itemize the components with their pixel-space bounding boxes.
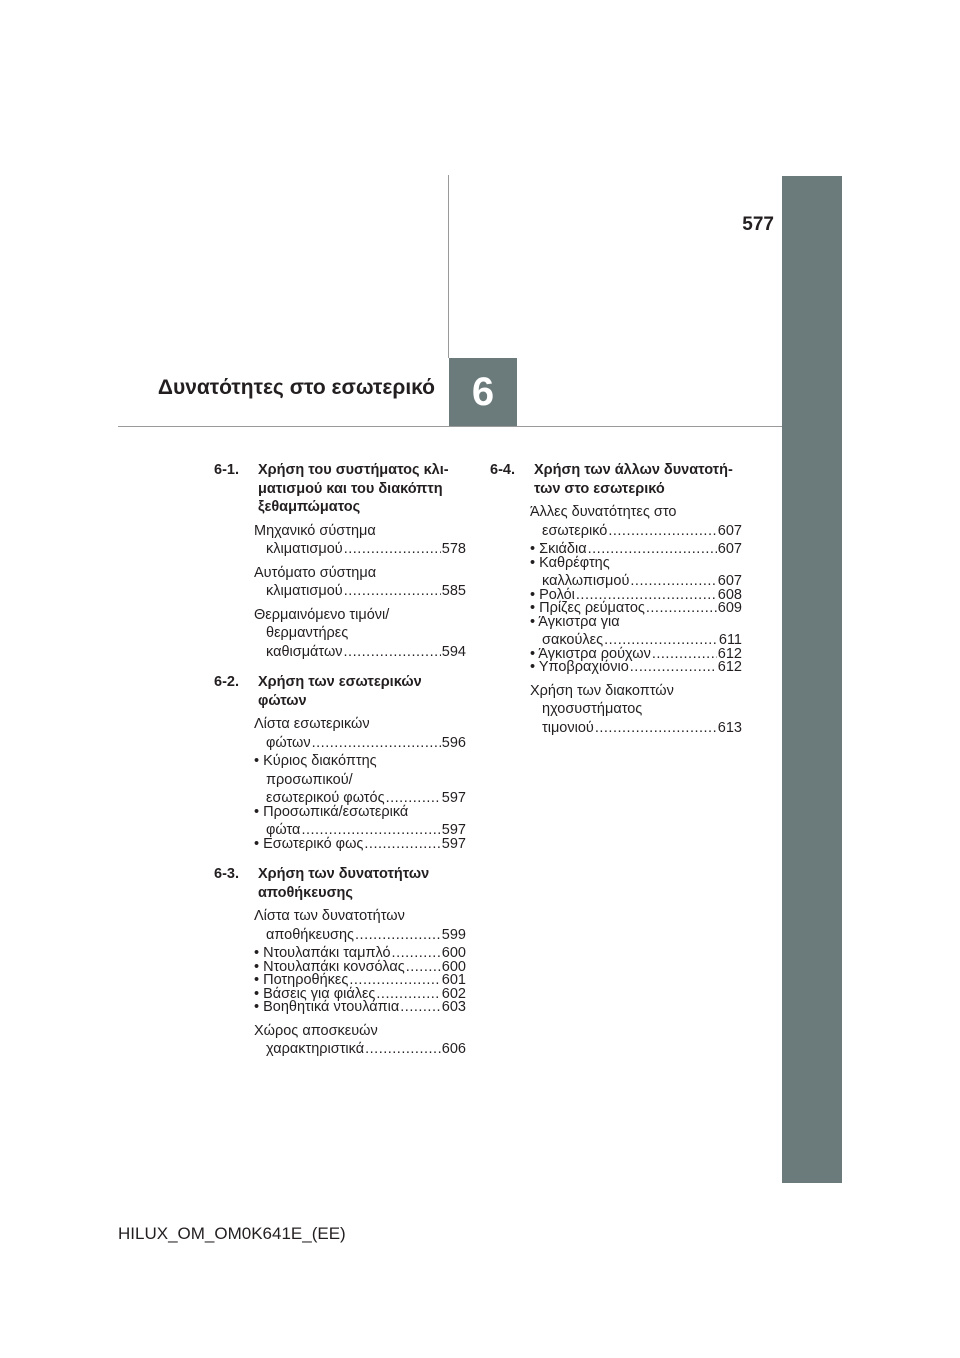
toc-entry-text: σακούλες xyxy=(542,632,604,648)
toc-page-number: 597 xyxy=(441,790,466,806)
toc-entry-line xyxy=(254,835,466,854)
dot-leader xyxy=(355,926,441,945)
toc-entry[interactable] xyxy=(214,752,466,808)
header-vertical-rule xyxy=(448,175,449,358)
section-heading xyxy=(214,865,466,902)
toc-entry[interactable] xyxy=(490,658,742,677)
toc-entry-text: • Άγκιστρα ρούχων xyxy=(530,645,651,662)
toc-entry-text: κλιματισμού xyxy=(266,583,343,599)
header-horizontal-rule xyxy=(118,426,782,427)
toc-entry[interactable] xyxy=(490,682,742,738)
toc-entry-text: • Πρίζες ρεύματος xyxy=(530,600,645,616)
toc-entry-line: • Άγκιστρα για xyxy=(530,613,620,630)
toc-page-number: 611 xyxy=(718,632,742,648)
section-heading xyxy=(214,461,466,517)
section-number: 6-3. xyxy=(214,866,239,882)
toc-entry-line: Θερμαινόμενο τιμόνι/ xyxy=(254,606,390,623)
toc-page-number: 597 xyxy=(441,822,466,838)
toc-entry-line: Λίστα εσωτερικών xyxy=(254,716,370,732)
toc-page-number: 600 xyxy=(441,958,466,975)
dot-leader xyxy=(630,658,717,677)
toc-entry-text: • Εσωτερικό φως xyxy=(254,835,364,852)
section-title-line: Χρήση των εσωτερικών xyxy=(258,674,422,690)
section-title-line: Χρήση των δυνατοτήτων xyxy=(258,866,430,882)
dot-leader xyxy=(365,1040,441,1059)
toc-entry-line: • Προσωπικά/εσωτερικά xyxy=(254,803,409,820)
toc-section xyxy=(214,461,466,661)
toc-entry-line xyxy=(530,719,742,738)
toc-entry-text: • Βάσεις για φιάλες xyxy=(254,985,376,1002)
toc-page-number: 601 xyxy=(441,972,466,988)
chapter-title: Δυνατότητες στο εσωτερικό xyxy=(157,376,435,399)
toc-page-number: 596 xyxy=(441,734,466,751)
toc-entry-line xyxy=(254,540,466,559)
toc-section xyxy=(214,673,466,853)
toc-entry-line xyxy=(254,926,466,945)
toc-entry-text: αποθήκευσης xyxy=(266,926,355,943)
section-title-line: ξεθαμπώματος xyxy=(258,499,361,515)
toc-entry[interactable] xyxy=(214,907,466,944)
toc-entry-line xyxy=(254,998,466,1017)
toc-page-number: 608 xyxy=(717,586,742,603)
dot-leader xyxy=(608,522,716,541)
toc-entry-text: • Σκιάδια xyxy=(530,541,587,557)
toc-page-number: 597 xyxy=(441,835,466,852)
toc-entry-line: Χρήση των διακοπτών xyxy=(530,682,674,699)
section-title-line: αποθήκευσης xyxy=(258,884,353,901)
dot-leader xyxy=(312,734,441,753)
toc-entry[interactable] xyxy=(214,998,466,1017)
toc-section xyxy=(214,865,466,1059)
toc-entry-text: εσωτερικού φωτός xyxy=(266,790,385,806)
section-title-line: των στο εσωτερικό xyxy=(534,480,665,497)
dot-leader xyxy=(400,998,441,1017)
toc-entry-text: • Ντουλαπάκι ταμπλό xyxy=(254,945,391,961)
toc-entry-line: Χώρος αποσκευών xyxy=(254,1022,378,1039)
toc-entry-line: θερμαντήρες xyxy=(266,625,349,641)
toc-entry-line: • Κύριος διακόπτης xyxy=(254,753,377,769)
toc-entry[interactable] xyxy=(214,715,466,752)
section-title-line: Χρήση των άλλων δυνατοτή- xyxy=(534,462,733,478)
section-title-line: ματισμού και του διακόπτη xyxy=(258,480,443,497)
section-title xyxy=(534,461,742,498)
toc-entry-text: • Ποτηροθήκες xyxy=(254,972,349,988)
toc-page-number: 578 xyxy=(441,541,466,557)
toc-page-number: 600 xyxy=(441,945,466,961)
toc-entry-line: Αυτόματο σύστημα xyxy=(254,564,377,581)
toc-entry-text: • Ντουλαπάκι κονσόλας xyxy=(254,958,405,975)
toc-entry-text: • Βοηθητικά ντουλάπια xyxy=(254,999,400,1015)
section-title xyxy=(258,461,466,517)
toc-entry-line xyxy=(254,1040,466,1059)
toc-column-left xyxy=(214,461,466,1071)
toc-page-number: 606 xyxy=(441,1041,466,1057)
document-code-footer: HILUX_OM_OM0K641E_(EE) xyxy=(118,1224,346,1243)
section-title xyxy=(258,865,466,902)
toc-entry-line: • Καθρέφτης xyxy=(530,554,610,571)
toc-entry-text: • Ρολόι xyxy=(530,586,575,603)
toc-entry-text: χαρακτηριστικά xyxy=(266,1041,365,1057)
chapter-side-tab xyxy=(782,176,842,1183)
toc-entry-line xyxy=(254,643,466,662)
toc-entry-text: φώτων xyxy=(266,734,311,751)
toc-entry-line: Λίστα των δυνατοτήτων xyxy=(254,908,405,924)
toc-entry-text: κλιματισμού xyxy=(266,541,343,557)
toc-entry-text: εσωτερικό xyxy=(542,522,608,539)
toc-entry[interactable] xyxy=(214,564,466,601)
toc-page-number: 613 xyxy=(717,719,742,736)
toc-entry-line xyxy=(254,582,466,601)
toc-entry-text: καθισμάτων xyxy=(266,643,343,660)
toc-entry[interactable] xyxy=(214,522,466,559)
toc-entry-line xyxy=(530,522,742,541)
dot-leader xyxy=(595,719,717,738)
toc-entry-line: προσωπικού/ xyxy=(266,771,353,788)
chapter-number-box: 6 xyxy=(449,358,517,426)
section-heading xyxy=(214,673,466,710)
section-title-line: Χρήση του συστήματος κλι- xyxy=(258,462,449,478)
toc-column-right xyxy=(490,461,742,749)
toc-page-number: 607 xyxy=(717,573,742,589)
dot-leader xyxy=(364,835,440,854)
toc-page-number: 607 xyxy=(717,541,742,557)
dot-leader xyxy=(646,599,717,618)
toc-entry-text: • Υποβραχιόνιο xyxy=(530,659,629,675)
section-number: 6-4. xyxy=(490,462,515,478)
toc-entry-line xyxy=(530,658,742,677)
toc-entry[interactable] xyxy=(214,835,466,854)
toc-entry-line: ηχοσυστήματος xyxy=(542,701,643,717)
toc-page-number: 609 xyxy=(717,600,742,616)
section-number: 6-1. xyxy=(214,462,239,478)
toc-page-number: 607 xyxy=(717,522,742,539)
toc-page-number: 612 xyxy=(717,645,742,662)
section-heading xyxy=(490,461,742,498)
toc-page-number: 594 xyxy=(441,643,466,660)
toc-page-number: 612 xyxy=(717,659,742,675)
toc-page-number: 585 xyxy=(441,583,466,599)
toc-entry-text: καλλωπισμού xyxy=(542,573,630,589)
section-title-line: φώτων xyxy=(258,692,307,709)
toc-entry-line: Άλλες δυνατότητες στο xyxy=(530,504,677,520)
toc-section xyxy=(490,461,742,737)
toc-entry[interactable] xyxy=(214,606,466,662)
toc-entry-text: τιμονιού xyxy=(542,719,594,736)
toc-entry[interactable] xyxy=(490,503,742,540)
section-title xyxy=(258,673,466,710)
toc-entry-line: Μηχανικό σύστημα xyxy=(254,522,376,539)
dot-leader xyxy=(344,582,441,601)
toc-page-number: 599 xyxy=(441,926,466,943)
dot-leader xyxy=(344,643,441,662)
dot-leader xyxy=(344,540,441,559)
toc-page-number: 602 xyxy=(441,985,466,1002)
page-number: 577 xyxy=(742,214,774,235)
section-number: 6-2. xyxy=(214,674,239,690)
toc-entry-text: φώτα xyxy=(266,822,301,838)
toc-entry[interactable] xyxy=(214,1022,466,1059)
toc-entry-line xyxy=(254,734,466,753)
toc-page-number: 603 xyxy=(441,999,466,1015)
